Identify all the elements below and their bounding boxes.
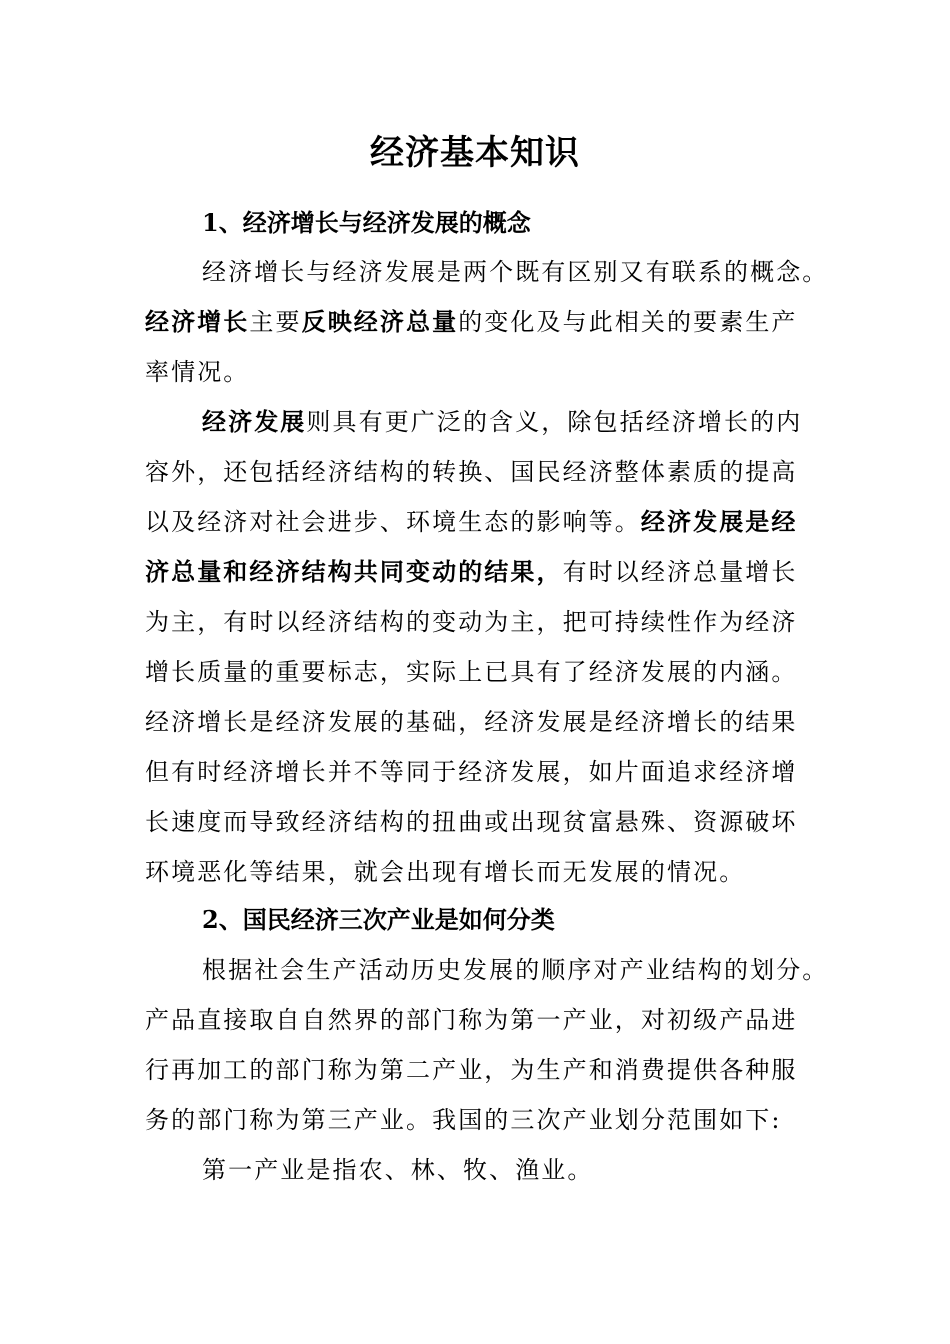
text-line: 但有时经济增长并不等同于经济发展，如片面追求经济增 (145, 758, 798, 786)
text-line: 务的部门称为第三产业。我国的三次产业划分范围如下: (145, 1106, 782, 1134)
text-line: 产品直接取自自然界的部门称为第一产业，对初级产品进 (145, 1006, 798, 1034)
text-line: 容外，还包括经济结构的转换、国民经济整体素质的提高 (145, 458, 798, 486)
text-span: 以及经济对社会进步、环境生态的影响等。 (145, 508, 641, 536)
text-line (145, 302, 798, 342)
bold-term: 经济增长 (145, 307, 250, 336)
text-line (145, 552, 798, 592)
document-title: 经济基本知识 (370, 133, 580, 173)
text-line (145, 502, 798, 542)
text-span: 有时以经济总量增长 (562, 558, 798, 586)
text-line: 行再加工的部门称为第二产业，为生产和消费提供各种服 (145, 1056, 798, 1084)
bold-statement: 经济发展是经 (640, 507, 798, 536)
text-span: 则具有更广泛的含义，除包括经济增长的内 (306, 408, 803, 436)
bold-term: 经济发展 (202, 407, 307, 436)
text-span: 的变化及与此相关的要素生产 (458, 308, 798, 336)
text-line: 经济增长与经济发展是两个既有区别又有联系的概念。 (202, 258, 829, 286)
text-line: 长速度而导致经济结构的扭曲或出现贫富悬殊、资源破坏 (145, 808, 798, 836)
text-line: 环境恶化等结果，就会出现有增长而无发展的情况。 (145, 858, 746, 886)
section-2-heading: 2、国民经济三次产业是如何分类 (202, 905, 555, 934)
text-line: 经济增长是经济发展的基础，经济发展是经济增长的结果 (145, 708, 798, 736)
section-1-heading: 1、经济增长与经济发展的概念 (202, 208, 531, 237)
text-line: 根据社会生产活动历史发展的顺序对产业结构的划分。 (202, 956, 829, 984)
text-span: 主要 (249, 308, 302, 336)
text-line: 为主，有时以经济结构的变动为主，把可持续性作为经济 (145, 608, 798, 636)
text-line (202, 402, 802, 442)
text-line: 增长质量的重要标志，实际上已具有了经济发展的内涵。 (145, 658, 798, 686)
bold-statement: 济总量和经济结构共同变动的结果， (145, 557, 563, 586)
bold-term: 反映经济总量 (301, 307, 459, 336)
text-line: 率情况。 (145, 358, 250, 386)
text-line: 第一产业是指农、林、牧、渔业。 (202, 1156, 594, 1184)
